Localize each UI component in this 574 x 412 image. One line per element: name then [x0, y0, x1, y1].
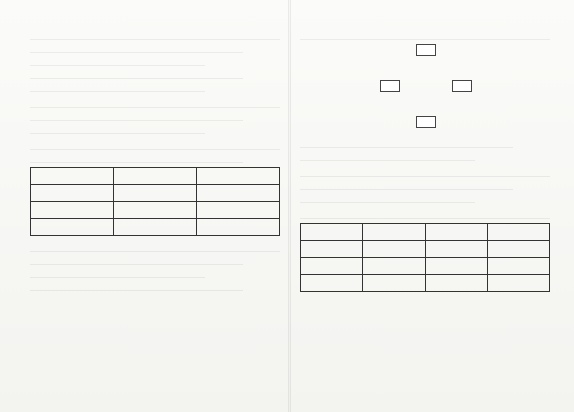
- question-block: [30, 30, 280, 92]
- text-line: [30, 281, 243, 291]
- question-block: [300, 209, 550, 292]
- diagram-node: [416, 116, 436, 128]
- question-diagram: [380, 44, 470, 134]
- question-table: [300, 223, 550, 292]
- text-line: [30, 124, 205, 134]
- diagram-node: [380, 80, 400, 92]
- text-line: [30, 153, 243, 163]
- right-page: [300, 24, 550, 384]
- diagram-node: [416, 44, 436, 56]
- page-fold: [288, 0, 291, 412]
- question-block: [30, 98, 280, 134]
- text-line: [300, 167, 550, 177]
- text-line: [30, 82, 205, 92]
- right-footer: [300, 374, 550, 384]
- text-line: [300, 193, 475, 203]
- text-line: [30, 255, 243, 265]
- text-line: [30, 56, 205, 66]
- text-line: [30, 242, 280, 252]
- text-line: [300, 209, 550, 219]
- question-block: [300, 167, 550, 203]
- text-line: [300, 30, 550, 40]
- text-line: [300, 138, 513, 148]
- left-footer: [30, 374, 280, 384]
- text-line: [30, 30, 280, 40]
- text-line: [30, 268, 205, 278]
- question-block: [30, 242, 280, 291]
- text-line: [30, 98, 280, 108]
- left-page: [30, 24, 280, 384]
- question-block: [30, 140, 280, 236]
- text-line: [300, 151, 475, 161]
- question-block: [300, 30, 550, 161]
- text-line: [30, 69, 243, 79]
- text-line: [30, 140, 280, 150]
- text-line: [30, 111, 243, 121]
- question-table: [30, 167, 280, 236]
- text-line: [30, 43, 243, 53]
- diagram-node: [452, 80, 472, 92]
- text-line: [300, 180, 513, 190]
